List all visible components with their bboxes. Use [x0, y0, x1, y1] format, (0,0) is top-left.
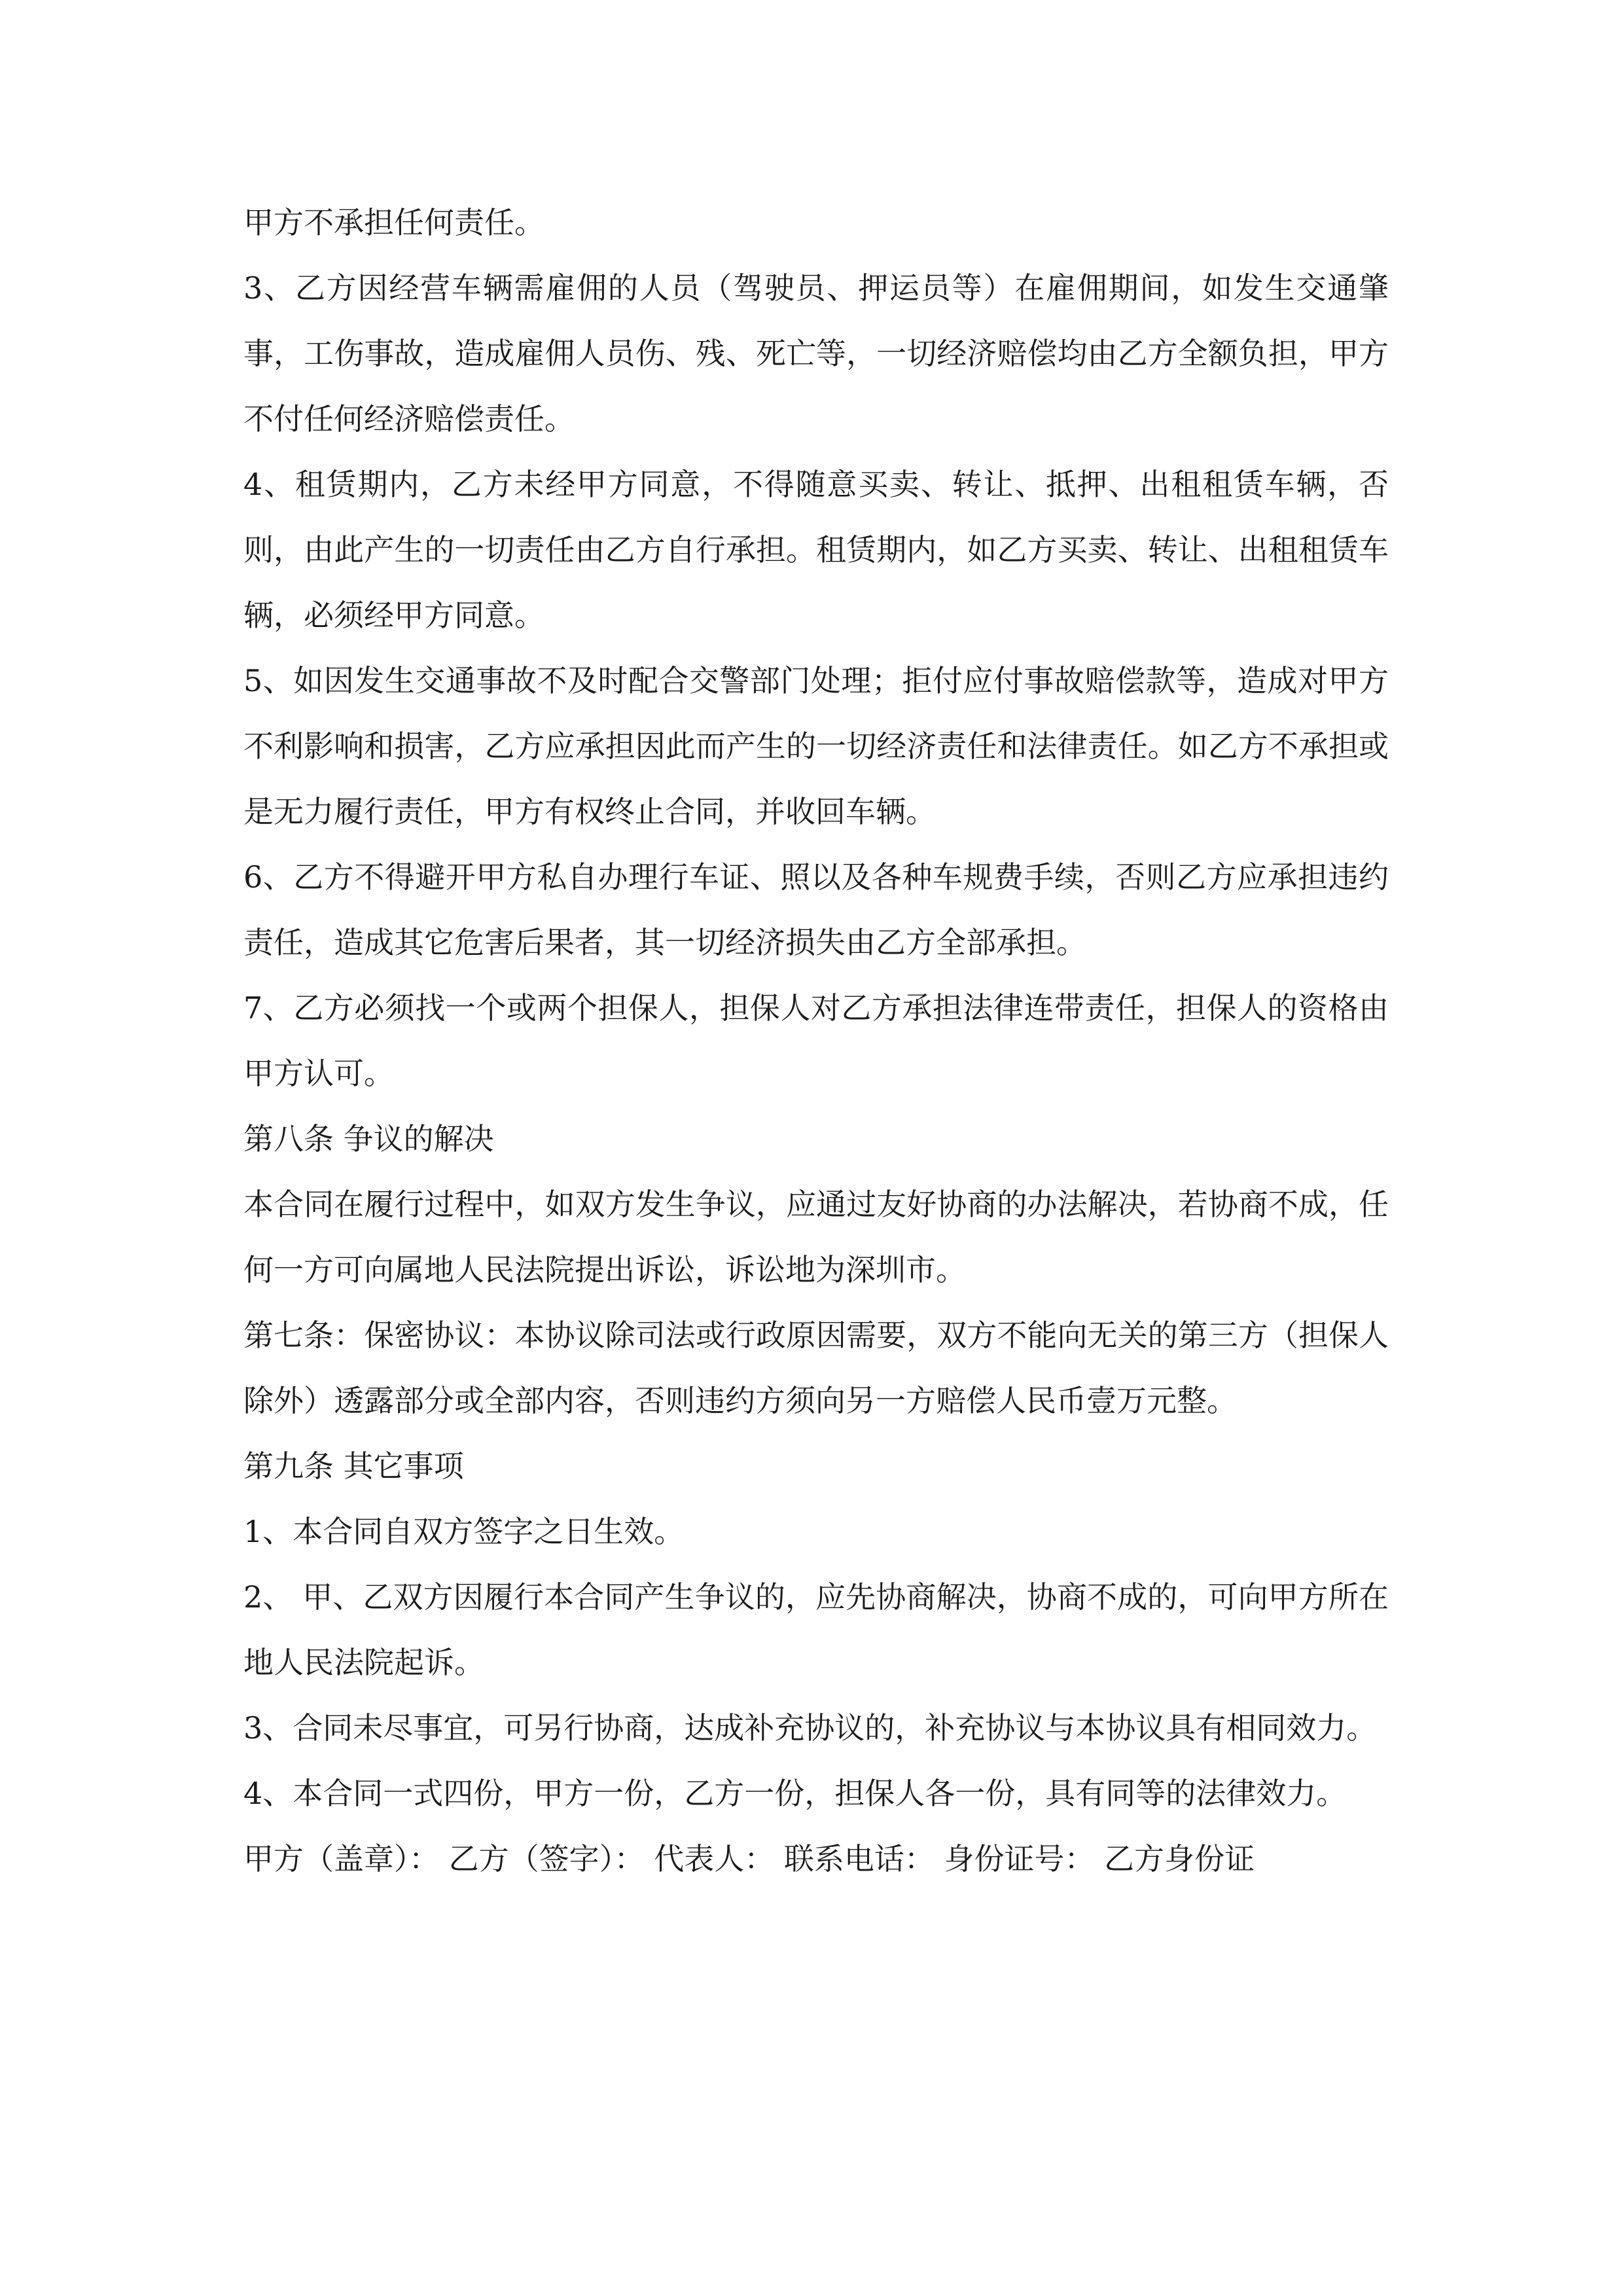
heading-article-8: 第八条 争议的解决	[243, 1121, 494, 1157]
paragraph-other-4: 4、本合同一式四份，甲方一份，乙方一份，担保人各一份，具有同等的法律效力。	[243, 1776, 1347, 1811]
paragraph-clause-5-accident: 5、如因发生交通事故不及时配合交警部门处理；拒付应付事故赔偿款等，造成对甲方不利影响和损害，乙方应承担因此而产生的一切经济责任和法律责任。如乙方不承担或是无力履行责任，甲方有权终止合同，并收回车辆。	[243, 663, 1389, 829]
paragraph-other-2: 2、 甲、乙双方因履行本合同产生争议的，应先协商解决，协商不成的，可向甲方所在地人民法院起诉。	[243, 1579, 1389, 1680]
paragraph-confidentiality: 第七条：保密协议：本协议除司法或行政原因需要，双方不能向无关的第三方（担保人除外）透露部分或全部内容，否则违约方须向另一方赔偿人民币壹万元整。	[243, 1318, 1389, 1418]
signature-line: 甲方（盖章）： 乙方（签字）： 代表人： 联系电话： 身份证号： 乙方身份证	[243, 1841, 1255, 1876]
paragraph-other-1: 1、本合同自双方签字之日生效。	[243, 1514, 685, 1549]
paragraph-clause-7-guarantor: 7、乙方必须找一个或两个担保人，担保人对乙方承担法律连带责任，担保人的资格由甲方认可。	[243, 990, 1389, 1091]
paragraph-clause-6-permits: 6、乙方不得避开甲方私自办理行车证、照以及各种车规费手续，否则乙方应承担违约责任，造成其它危害后果者，其一切经济损失由乙方全部承担。	[243, 859, 1389, 960]
contract-body	[243, 190, 1389, 1892]
paragraph-dispute-resolution: 本合同在履行过程中，如双方发生争议，应通过友好协商的办法解决，若协商不成，任何一方可向属地人民法院提出诉讼，诉讼地为深圳市。	[243, 1187, 1389, 1287]
paragraph-other-3: 3、合同未尽事宜，可另行协商，达成补充协议的，补充协议与本协议具有相同效力。	[243, 1710, 1377, 1746]
paragraph-clause-3-employees: 3、乙方因经营车辆需雇佣的人员（驾驶员、押运员等）在雇佣期间，如发生交通肇事，工伤事故，造成雇佣人员伤、残、死亡等，一切经济赔偿均由乙方全额负担，甲方不付任何经济赔偿责任。	[243, 270, 1389, 437]
paragraph-liability-end: 甲方不承担任何责任。	[243, 205, 544, 240]
heading-article-9: 第九条 其它事项	[243, 1448, 464, 1484]
paragraph-clause-4-lease: 4、租赁期内，乙方未经甲方同意，不得随意买卖、转让、抵押、出租租赁车辆，否则，由此产生的一切责任由乙方自行承担。租赁期内，如乙方买卖、转让、出租租赁车辆，必须经甲方同意。	[243, 467, 1389, 633]
